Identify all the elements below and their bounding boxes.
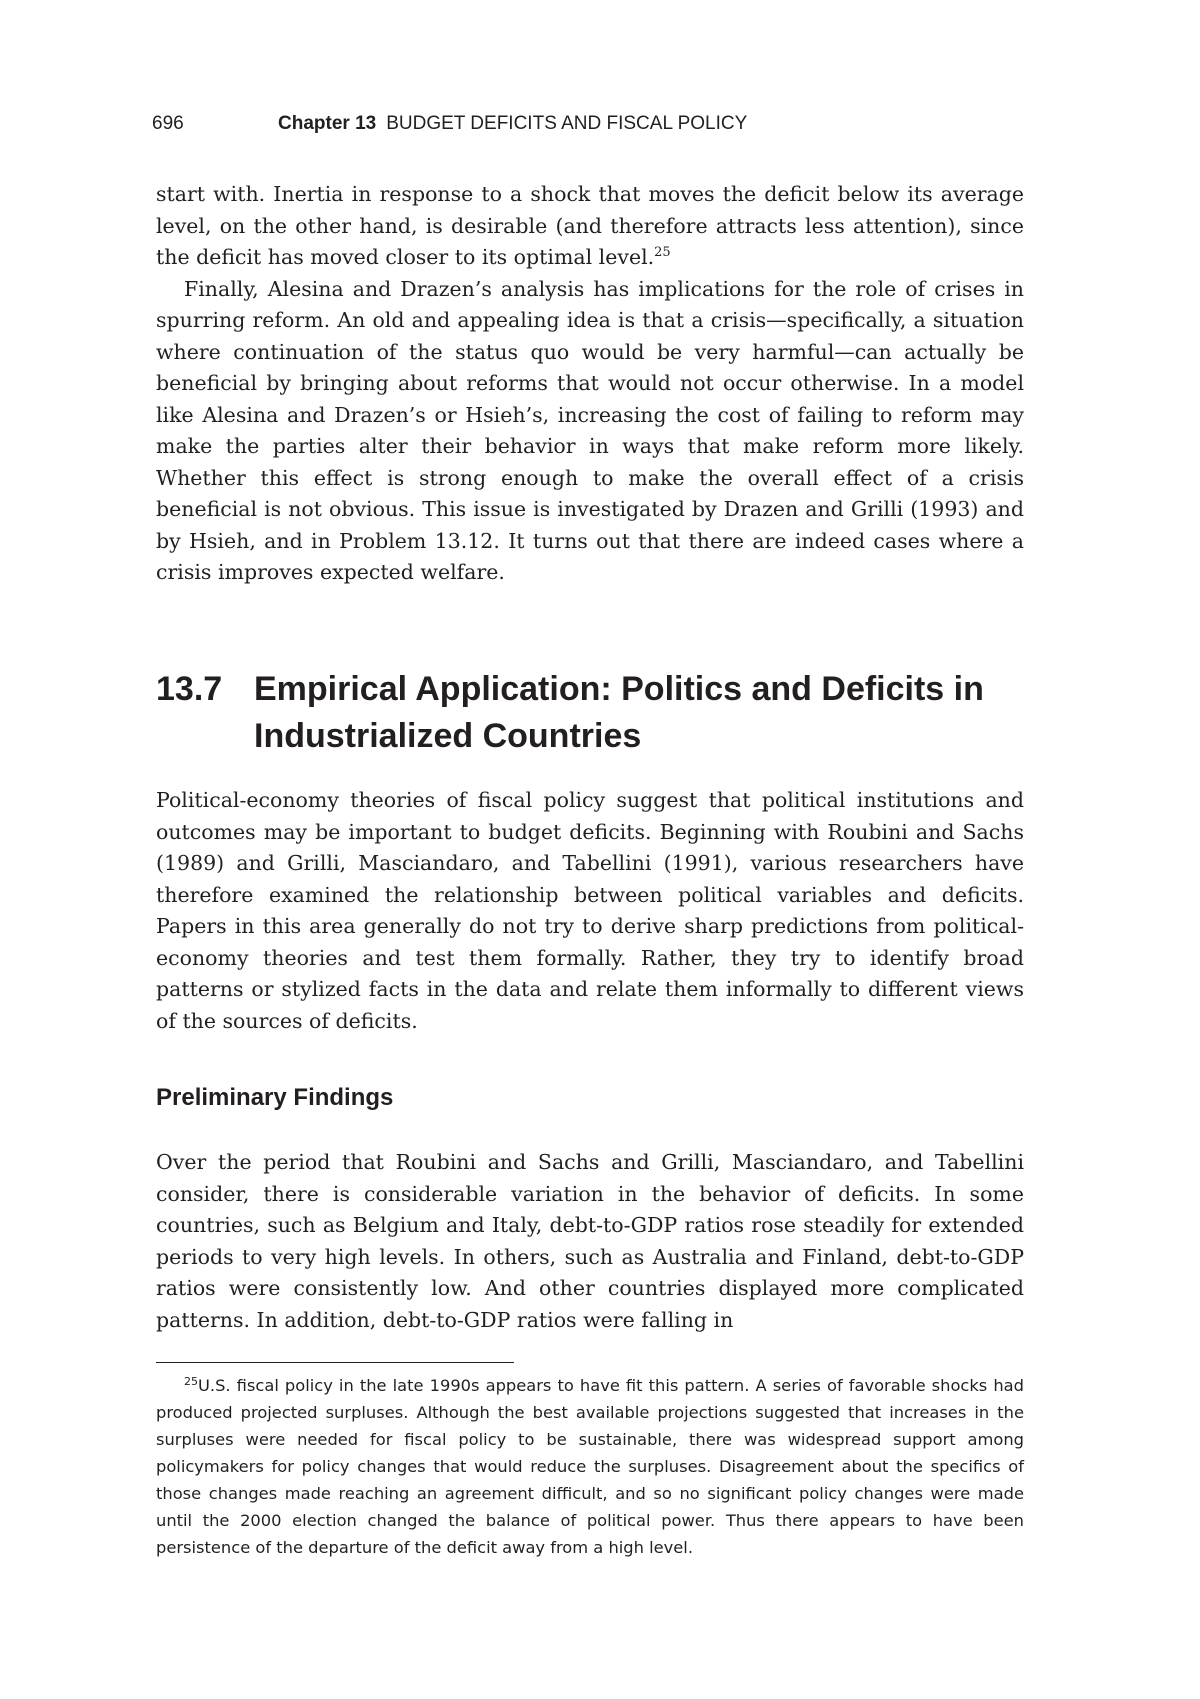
footnote bbox=[156, 1372, 1024, 1561]
footnote-marker: 25 bbox=[184, 1375, 198, 1388]
paragraph: Political-economy theories of fiscal policy suggest that political institutions and outcomes may be important to budget deficits. Beginning with Roubini and Sachs (1989) and Grilli, Masciandaro, and Tabellini (1991), various researchers have therefore examined the relationship between political variables and deficits. Papers in this area generally do not try to derive sharp predictions from political-economy theories and test them formally. Rather, they try to identify broad patterns or stylized facts in the data and relate them informally to different views of the sources of deficits. bbox=[156, 788, 1024, 1033]
running-head bbox=[152, 112, 747, 136]
paragraph bbox=[156, 179, 1024, 274]
section-heading bbox=[156, 666, 1024, 760]
continuation-text bbox=[156, 179, 1024, 589]
section-title: Empirical Application: Politics and Deficits in Industrialized Countries bbox=[254, 670, 984, 755]
subsection-heading: Preliminary Findings bbox=[156, 1084, 394, 1111]
paragraph-text: start with. Inertia in response to a shock that moves the deficit below its average level, on the other hand, is desirable (and therefore attracts less attention), since the deficit has moved closer to its optimal level. bbox=[156, 182, 1024, 269]
chapter-title: BUDGET DEFICITS AND FISCAL POLICY bbox=[386, 113, 748, 134]
subsection-text bbox=[156, 1147, 1024, 1336]
chapter-label: Chapter 13 bbox=[278, 113, 377, 134]
section-intro bbox=[156, 785, 1024, 1037]
page-number: 696 bbox=[152, 113, 184, 134]
footnote-reference[interactable]: 25 bbox=[654, 245, 671, 260]
paragraph: Over the period that Roubini and Sachs and Grilli, Masciandaro, and Tabellini consider, there is considerable variation in the behavior of deficits. In some countries, such as Belgium and Italy, debt-to-GDP ratios rose steadily for extended periods to very high levels. In others, such as Australia and Finland, debt-to-GDP ratios were consistently low. And other countries displayed more complicated patterns. In addition, debt-to-GDP ratios were falling in bbox=[156, 1150, 1024, 1332]
footnote-text: U.S. fiscal policy in the late 1990s appears to have fit this pattern. A series of favorable shocks had produced projected surpluses. Although the best available projections suggested that increases in the surpluses were needed for fiscal policy to be sustainable, there was widespread support among policymakers for policy changes that would reduce the surpluses. Disagreement about the specifics of those changes made reaching an agreement difficult, and so no significant policy changes were made until the 2000 election changed the balance of political power. Thus there appears to have been persistence of the departure of the deficit away from a high level. bbox=[156, 1376, 1024, 1557]
footnote-divider bbox=[156, 1362, 514, 1363]
paragraph: Finally, Alesina and Drazen’s analysis has implications for the role of crises in spurring reform. An old and appealing idea is that a crisis—specifically, a situation where continuation of the status quo would be very harmful—can actually be beneficial by bringing about reforms that would not occur otherwise. In a model like Alesina and Drazen’s or Hsieh’s, increasing the cost of failing to reform may make the parties alter their behavior in ways that make reform more likely. Whether this effect is strong enough to make the overall effect of a crisis beneficial is not obvious. This issue is investigated by Drazen and Grilli (1993) and by Hsieh, and in Problem 13.12. It turns out that there are indeed cases where a crisis improves expected welfare. bbox=[156, 276, 1024, 584]
section-number: 13.7 bbox=[156, 670, 223, 708]
